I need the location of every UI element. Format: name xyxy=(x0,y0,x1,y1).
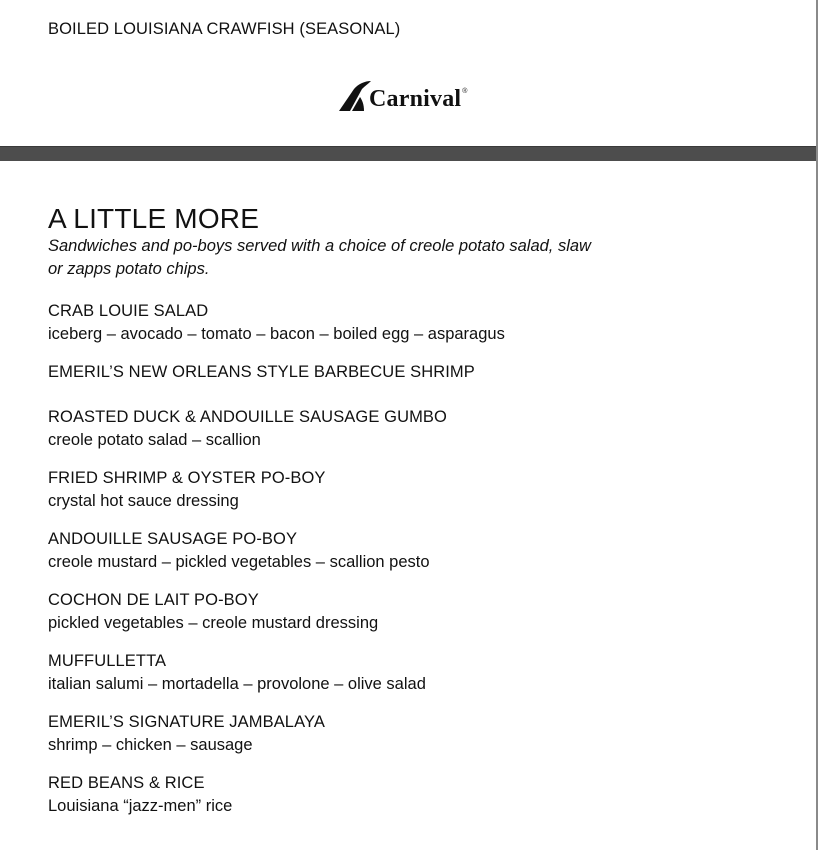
menu-item-name: RED BEANS & RICE xyxy=(48,774,205,792)
menu-item xyxy=(48,528,748,574)
logo-wordmark: Carnival xyxy=(369,86,462,112)
page-divider xyxy=(0,146,816,161)
menu-item-description: italian salumi – mortadella – provolone – olive salad xyxy=(48,675,426,693)
section-title: A LITTLE MORE xyxy=(48,203,260,234)
menu-item-name: ANDOUILLE SAUSAGE PO-BOY xyxy=(48,530,298,548)
menu-item xyxy=(48,467,748,513)
menu-section xyxy=(48,203,748,833)
carnival-logo xyxy=(338,78,467,112)
menu-item xyxy=(48,772,748,818)
menu-item xyxy=(48,711,748,757)
menu-item-name: CRAB LOUIE SALAD xyxy=(48,302,209,320)
previous-page-footer xyxy=(0,0,816,146)
menu-item-description: creole potato salad – scallion xyxy=(48,431,261,449)
menu-item-description: Louisiana “jazz-men” rice xyxy=(48,797,233,815)
previous-menu-item: BOILED LOUISIANA CRAWFISH (SEASONAL) xyxy=(48,20,401,38)
menu-item-name: MUFFULLETTA xyxy=(48,652,167,670)
menu-item xyxy=(48,406,748,452)
menu-item xyxy=(48,589,748,635)
menu-item-description: pickled vegetables – creole mustard dressing xyxy=(48,614,379,632)
menu-item xyxy=(48,650,748,696)
menu-item-name: FRIED SHRIMP & OYSTER PO-BOY xyxy=(48,469,326,487)
menu-item-description: shrimp – chicken – sausage xyxy=(48,736,253,754)
menu-item-name: COCHON DE LAIT PO-BOY xyxy=(48,591,259,609)
menu-list xyxy=(48,300,748,818)
menu-item-description: iceberg – avocado – tomato – bacon – boiled egg – asparagus xyxy=(48,325,505,343)
registered-mark: ® xyxy=(462,88,468,95)
section-note: Sandwiches and po-boys served with a choice of creole potato salad, slaw or zapps potato chips. xyxy=(48,237,591,278)
menu-item xyxy=(48,361,748,384)
menu-item-name: EMERIL’S NEW ORLEANS STYLE BARBECUE SHRIMP xyxy=(48,363,475,381)
menu-item-name: EMERIL’S SIGNATURE JAMBALAYA xyxy=(48,713,325,731)
menu-item-name: ROASTED DUCK & ANDOUILLE SAUSAGE GUMBO xyxy=(48,408,447,426)
menu-item-description: creole mustard – pickled vegetables – scallion pesto xyxy=(48,553,430,571)
carnival-funnel-icon xyxy=(338,80,372,112)
menu-item-description: crystal hot sauce dressing xyxy=(48,492,239,510)
menu-item xyxy=(48,300,748,346)
